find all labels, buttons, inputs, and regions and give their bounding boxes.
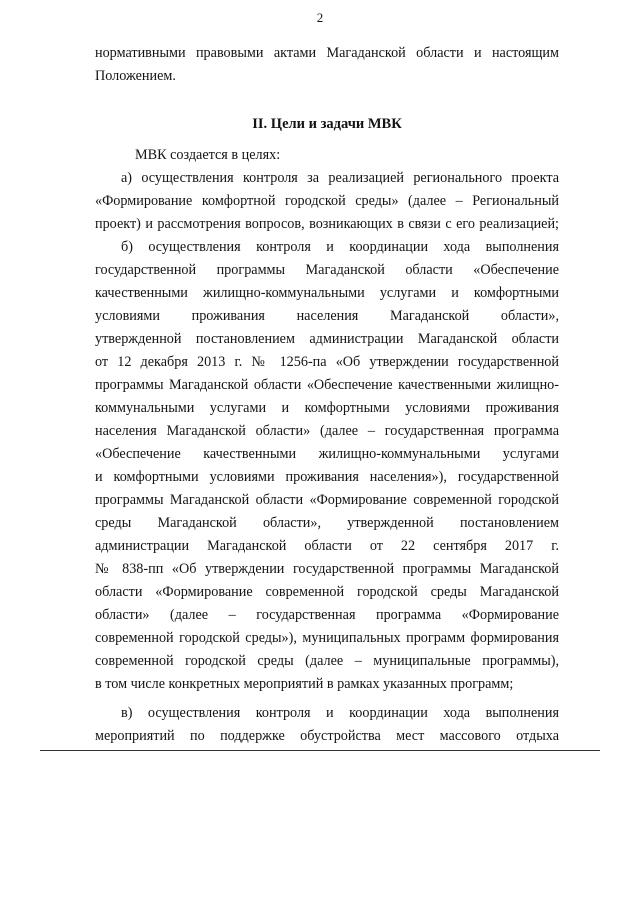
item-b-line: «Обеспечение качественными жилищно-коммунальными услугами — [95, 446, 559, 462]
item-b-line: администрации Магаданской области от 22 сентября 2017 г. — [95, 538, 559, 554]
item-a-line: проект) и рассмотрения вопросов, возникающих в связи с его реализацией; — [95, 216, 559, 232]
item-b-line: б) осуществления контроля и координации хода выполнения — [121, 239, 559, 255]
item-b-line: № 838-пп «Об утверждении государственной программы Магаданской — [95, 561, 559, 577]
section-heading: II. Цели и задачи МВК — [252, 116, 402, 132]
item-b-line: и комфортными условиями проживания населения»), государственной — [95, 469, 559, 485]
item-b-line: утвержденной постановлением администрации Магаданской области — [95, 331, 559, 347]
text-line: нормативными правовыми актами Магаданской области и настоящим — [95, 45, 559, 61]
item-b-line: населения Магаданской области» (далее – государственная программа — [95, 423, 559, 439]
page-bottom-rule — [40, 750, 600, 751]
item-b-line: области «Формирование современной городской среды Магаданской — [95, 584, 559, 600]
item-c-line: мероприятий по поддержке обустройства мест массового отдыха — [95, 728, 559, 744]
item-b-line: программы Магаданской области «Обеспечение качественными жилищно- — [95, 377, 559, 393]
item-b-line: государственной программы Магаданской области «Обеспечение — [95, 262, 559, 278]
item-b-line: среды Магаданской области», утвержденной постановлением — [95, 515, 559, 531]
item-b-line: программы Магаданской области «Формирование современной городской — [95, 492, 559, 508]
item-c-line: в) осуществления контроля и координации хода выполнения — [121, 705, 559, 721]
text-line: Положением. — [95, 68, 176, 84]
item-b-line: от 12 декабря 2013 г. № 1256-па «Об утверждении государственной — [95, 354, 559, 370]
item-b-line: области» (далее – государственная программа «Формирование — [95, 607, 559, 623]
item-b-line: в том числе конкретных мероприятий в рамках указанных программ; — [95, 676, 514, 692]
document-body — [95, 42, 559, 748]
item-b-line: качественными жилищно-коммунальными услугами и комфортными — [95, 285, 559, 301]
item-b-line: современной городской среды (далее – муниципальные программы), — [95, 653, 559, 669]
intro-line: МВК создается в целях: — [135, 147, 281, 163]
item-b-line: условиями проживания населения Магаданской области», — [95, 308, 559, 324]
item-a-line: «Формирование комфортной городской среды» (далее – Региональный — [95, 193, 559, 209]
item-b-line: современной городской среды»), муниципальных программ формирования — [95, 630, 559, 646]
item-b-line: коммунальными услугами и комфортными условиями проживания — [95, 400, 559, 416]
item-a-line: а) осуществления контроля за реализацией регионального проекта — [121, 170, 559, 186]
page-number: 2 — [316, 10, 324, 25]
